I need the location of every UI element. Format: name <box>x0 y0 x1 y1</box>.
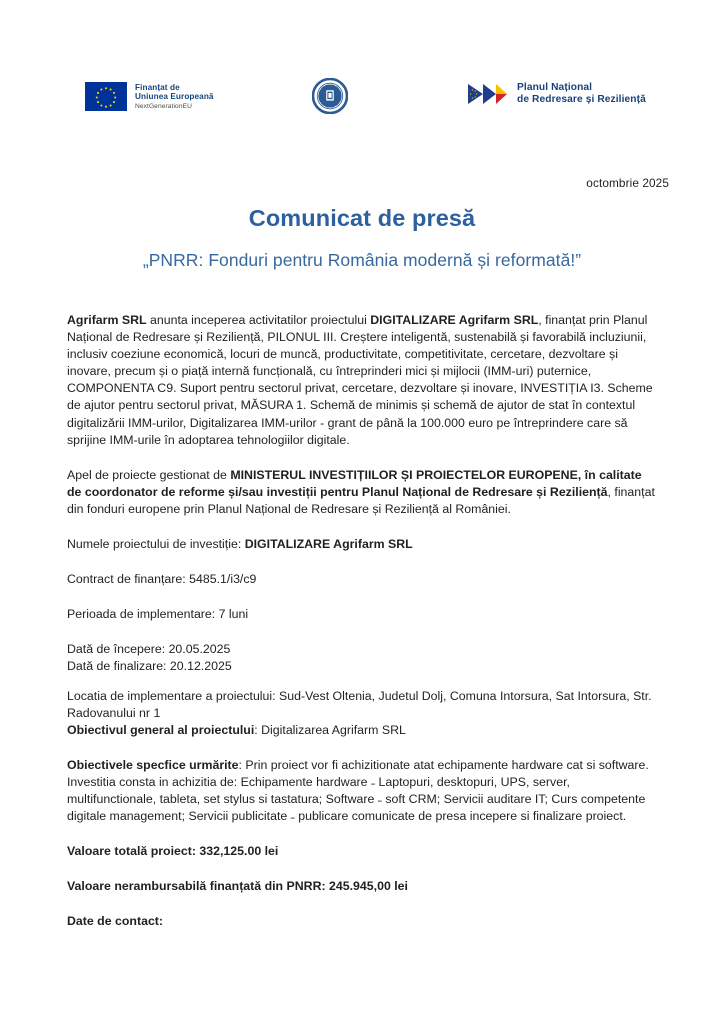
authority-text-1: Apel de proiecte gestionat de <box>67 467 231 482</box>
government-of-romania-seal <box>312 78 348 114</box>
eu-funding-logo <box>85 82 214 111</box>
contract-value: 5485.1/i3/c9 <box>189 572 257 587</box>
eu-logo-line3: NextGenerationEU <box>135 102 192 110</box>
end-date-line <box>67 658 659 675</box>
contract-label: Contract de finanțare: <box>67 572 190 587</box>
end-date-label: Dată de finalizare: <box>67 659 170 674</box>
general-objective-line <box>67 722 659 739</box>
eu-logo-line1: Finanțat de <box>135 82 180 92</box>
general-objective-label: Obiectivul general al proiectului <box>67 722 255 737</box>
contract-line <box>67 571 659 588</box>
start-date-value: 20.05.2025 <box>168 642 231 657</box>
intro-company-name: Agrifarm SRL <box>67 313 147 327</box>
intro-paragraph <box>67 312 659 449</box>
total-value-amount: 332,125.00 lei <box>199 844 279 859</box>
intro-text-2: , finanțat prin Planul Național de Redresare și Reziliență, PILONUL III. Creștere inteligentă, sustenabilă și favorabilă incluziunii, inclusiv coeziune economică, locuri de muncă, productivitate, competitivitate, cercetare, dezvoltare și inovare, precum și o piață internă funcțională, cu întreprinderi mici și mijlocii (IMM-uri) puternice, COMPONENTA C9. Suport pentru sectorul privat, cercetare, dezvoltare și inovare, INVESTIȚIA I3. Scheme de ajutor pentru sectorul privat, MĂSURA 1. Schemă de minimis și schemă de ajutor de stat în contextul digitalizării IMM-urilor, Digitalizarea IMM-urilor - grant de până la 100.000 euro pe întreprindere care să sprijine IMM-urile în adoptarea tehnologiilor digitale. <box>67 313 653 447</box>
location-value: Sud-Vest Oltenia, Judetul Dolj, Comuna Intorsura, Sat Intorsura, Str. Radovanului nr 1 <box>67 688 652 720</box>
location-label: Locatia de implementare a proiectului: <box>67 688 280 703</box>
general-objective-separator: : <box>254 722 262 737</box>
contact-heading <box>67 913 659 930</box>
location-line <box>67 688 659 722</box>
eu-flag-icon <box>85 82 127 111</box>
logo-header-strip <box>0 74 724 126</box>
romania-coat-of-arms-icon <box>312 78 348 114</box>
authority-paragraph <box>67 467 659 518</box>
specific-objectives-separator: : <box>238 757 246 772</box>
page-subtitle: „PNRR: Fonduri pentru România modernă și reformată!” <box>142 250 582 270</box>
project-name-value: DIGITALIZARE Agrifarm SRL <box>244 537 413 552</box>
start-date-line <box>67 641 659 658</box>
page-title: Comunicat de presă <box>248 205 476 231</box>
pnrr-logo-text <box>517 82 646 106</box>
general-objective-value: Digitalizarea Agrifarm SRL <box>261 722 406 737</box>
specific-objectives-paragraph <box>67 757 659 825</box>
pnrr-logo <box>468 82 646 106</box>
contact-label: Date de contact: <box>67 914 164 929</box>
authority-text-2: , finanțat din fonduri europene prin Planul Național de Redresare și Reziliență al României. <box>67 484 655 516</box>
eu-stars-icon <box>85 82 127 111</box>
total-value-label: Valoare totală proiect: <box>67 844 200 859</box>
specific-objectives-label: Obiectivele specfice urmărite <box>67 757 239 772</box>
document-date: octombrie 2025 <box>586 176 669 190</box>
period-line <box>67 606 659 623</box>
eu-logo-line2: Uniunea Europeană <box>135 92 214 102</box>
authority-ministry-name: MINISTERUL INVESTIȚIILOR ȘI PROIECTELOR EUROPENE, în calitate de coordonator de reforme și/sau investiții pentru Planul Național de Redresare și Reziliență <box>67 467 642 499</box>
intro-text-1: anunta inceperea activitatilor proiectului <box>146 313 371 327</box>
intro-project-name: DIGITALIZARE Agrifarm SRL <box>370 313 539 327</box>
pnrr-logo-line1: Planul Național <box>517 82 593 94</box>
eu-logo-text <box>135 83 214 110</box>
period-value: 7 luni <box>218 607 249 622</box>
project-name-line <box>67 536 659 553</box>
grant-value-amount: 245.945,00 lei <box>329 879 408 894</box>
start-date-label: Dată de începere: <box>67 642 169 657</box>
pnrr-arrows-icon <box>468 82 508 106</box>
total-value-line <box>67 843 659 860</box>
grant-value-label: Valoare nerambursabilă finanțată din PNRR: <box>67 879 330 894</box>
end-date-value: 20.12.2025 <box>169 659 232 674</box>
period-label: Perioada de implementare: <box>67 607 219 622</box>
document-body <box>67 312 659 943</box>
project-name-label: Numele proiectului de investiție: <box>67 537 245 552</box>
specific-objectives-text: Prin proiect vor fi achizitionate atat echipamente hardware cat si software. Investitia consta in achizitia de: Echipamente hardware ˗ Laptopuri, desktopuri, UPS, server, multifunctionale, tableta, set stylus si tastatura; Software ˗ soft CRM; Servicii auditare IT; Curs competente digitale management; Servicii publicitate ˗ publicare comunicate de presa incepere si finalizare proiect. <box>67 757 649 824</box>
pnrr-logo-line2: de Redresare și Reziliență <box>517 94 646 105</box>
grant-value-line <box>67 878 659 895</box>
